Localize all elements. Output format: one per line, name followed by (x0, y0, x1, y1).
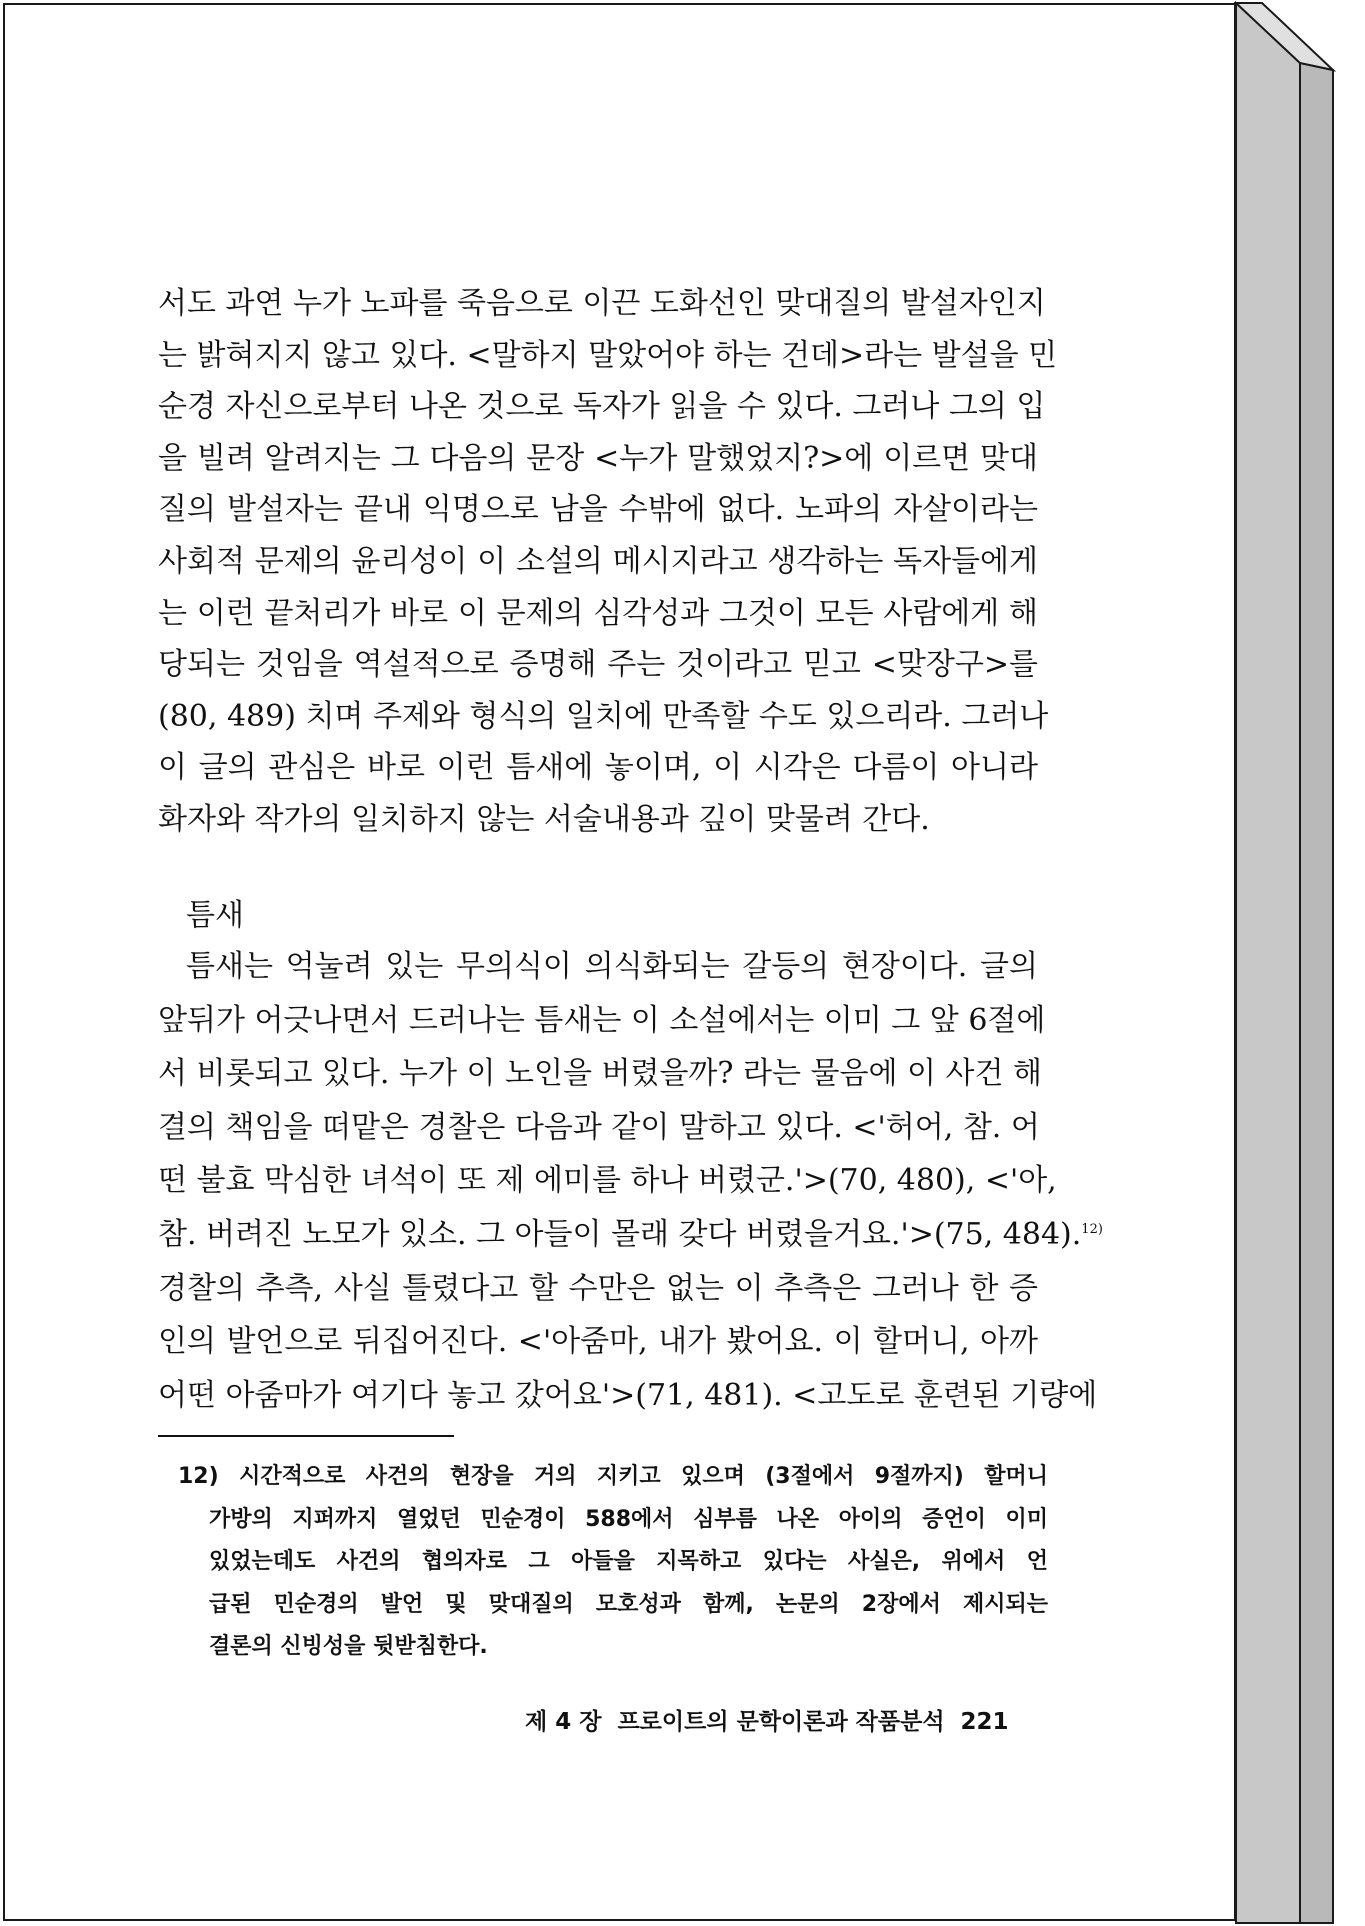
text-line: 이 글의 관심은 바로 이런 틈새에 놓이며, 이 시각은 다름이 아니라 (158, 750, 1038, 786)
footnote-first-line (178, 1456, 1048, 1499)
text-line: 급된 민순경의 발언 및 맞대질의 모호성과 함께, 논문의 2장에서 제시되는 (209, 1591, 1048, 1617)
text-line: 결론의 신빙성을 뒷받침한다. (209, 1634, 488, 1660)
text-line: 질의 발설자는 끝내 익명으로 남을 수밖에 없다. 노파의 자살이라는 (158, 492, 1038, 528)
footnote (178, 1456, 1048, 1669)
text-line: 시간적으로 사건의 현장을 거의 지키고 있으며 (3절에서 9절까지) 할머니 (239, 1464, 1048, 1489)
text-line: 가방의 지퍼까지 열었던 민순경이 588에서 심부름 나온 아이의 증언이 이미 (209, 1506, 1048, 1532)
footnote-divider (158, 1435, 454, 1437)
text-line: 을 빌려 알려지는 그 다음의 문장 <누가 말했었지?>에 이르면 맞대 (158, 440, 1038, 476)
body-paragraph (158, 278, 1058, 846)
text-line-with-footnote (158, 1208, 1103, 1262)
text-line: 앞뒤가 어긋나면서 드러나는 틈새는 이 소설에서는 이미 그 앞 6절에 (158, 1002, 1046, 1038)
text-line: 참. 버려진 노모가 있소. 그 아들이 몰래 갖다 버렸을거요.'>(75, 484). (158, 1216, 1082, 1252)
text-line: 서 비롯되고 있다. 누가 이 노인을 버렸을까? 라는 물음에 이 사건 해 (158, 1056, 1042, 1092)
text-line: 화자와 작가의 일치하지 않는 서술내용과 깊이 맞물려 간다. (158, 801, 930, 837)
text-line: 인의 발언으로 뒤집어진다. <'아줌마, 내가 봤어요. 이 할머니, 아까 (158, 1324, 1038, 1360)
text-line: 틈새는 억눌려 있는 무의식이 의식화되는 갈등의 현장이다. 글의 (186, 949, 1038, 984)
text-line: 있었는데도 사건의 협의자로 그 아들을 지목하고 있다는 사실은, 위에서 언 (209, 1549, 1048, 1575)
text-line: 는 이런 끝처리가 바로 이 문제의 심각성과 그것이 모든 사람에게 해 (158, 595, 1038, 631)
running-footer: 제 4 장 프로이트의 문학이론과 작품분석 221 (525, 1709, 1009, 1735)
text-line: 서도 과연 누가 노파를 죽음으로 이끈 도화선인 맞대질의 발설자인지 (158, 286, 1046, 321)
text-line: (80, 489) 치며 주제와 형식의 일치에 만족할 수도 있으리라. 그러나 (158, 698, 1049, 734)
text-line: 떤 불효 막심한 녀석이 또 제 에미를 하나 버렸군.'>(70, 480), <'아, (158, 1163, 1057, 1199)
text-line: 어떤 아줌마가 여기다 놓고 갔어요'>(71, 481). <고도로 훈련된 기량에 (158, 1377, 1098, 1413)
text-line: 사회적 문제의 윤리성이 이 소설의 메시지라고 생각하는 독자들에게 (158, 543, 1038, 579)
footnote-ref: 12) (1081, 1221, 1103, 1237)
section-paragraph (158, 940, 1103, 1422)
text-line: 순경 자신으로부터 나온 것으로 독자가 읽을 수 있다. 그러나 그의 입 (158, 389, 1046, 425)
text-line: 는 밝혀지지 않고 있다. <말하지 말았어야 하는 건데>라는 발설을 민 (158, 337, 1058, 373)
text-line: 당되는 것임을 역설적으로 증명해 주는 것이라고 믿고 <맞장구>를 (158, 647, 1038, 683)
section-heading: 틈새 (186, 898, 244, 933)
text-line: 경찰의 추측, 사실 틀렸다고 할 수만은 없는 이 추측은 그러나 한 증 (158, 1270, 1038, 1306)
text-line: 결의 책임을 떠맡은 경찰은 다음과 같이 말하고 있다. <'허어, 참. 어 (158, 1109, 1040, 1145)
footnote-number: 12) (178, 1464, 219, 1489)
